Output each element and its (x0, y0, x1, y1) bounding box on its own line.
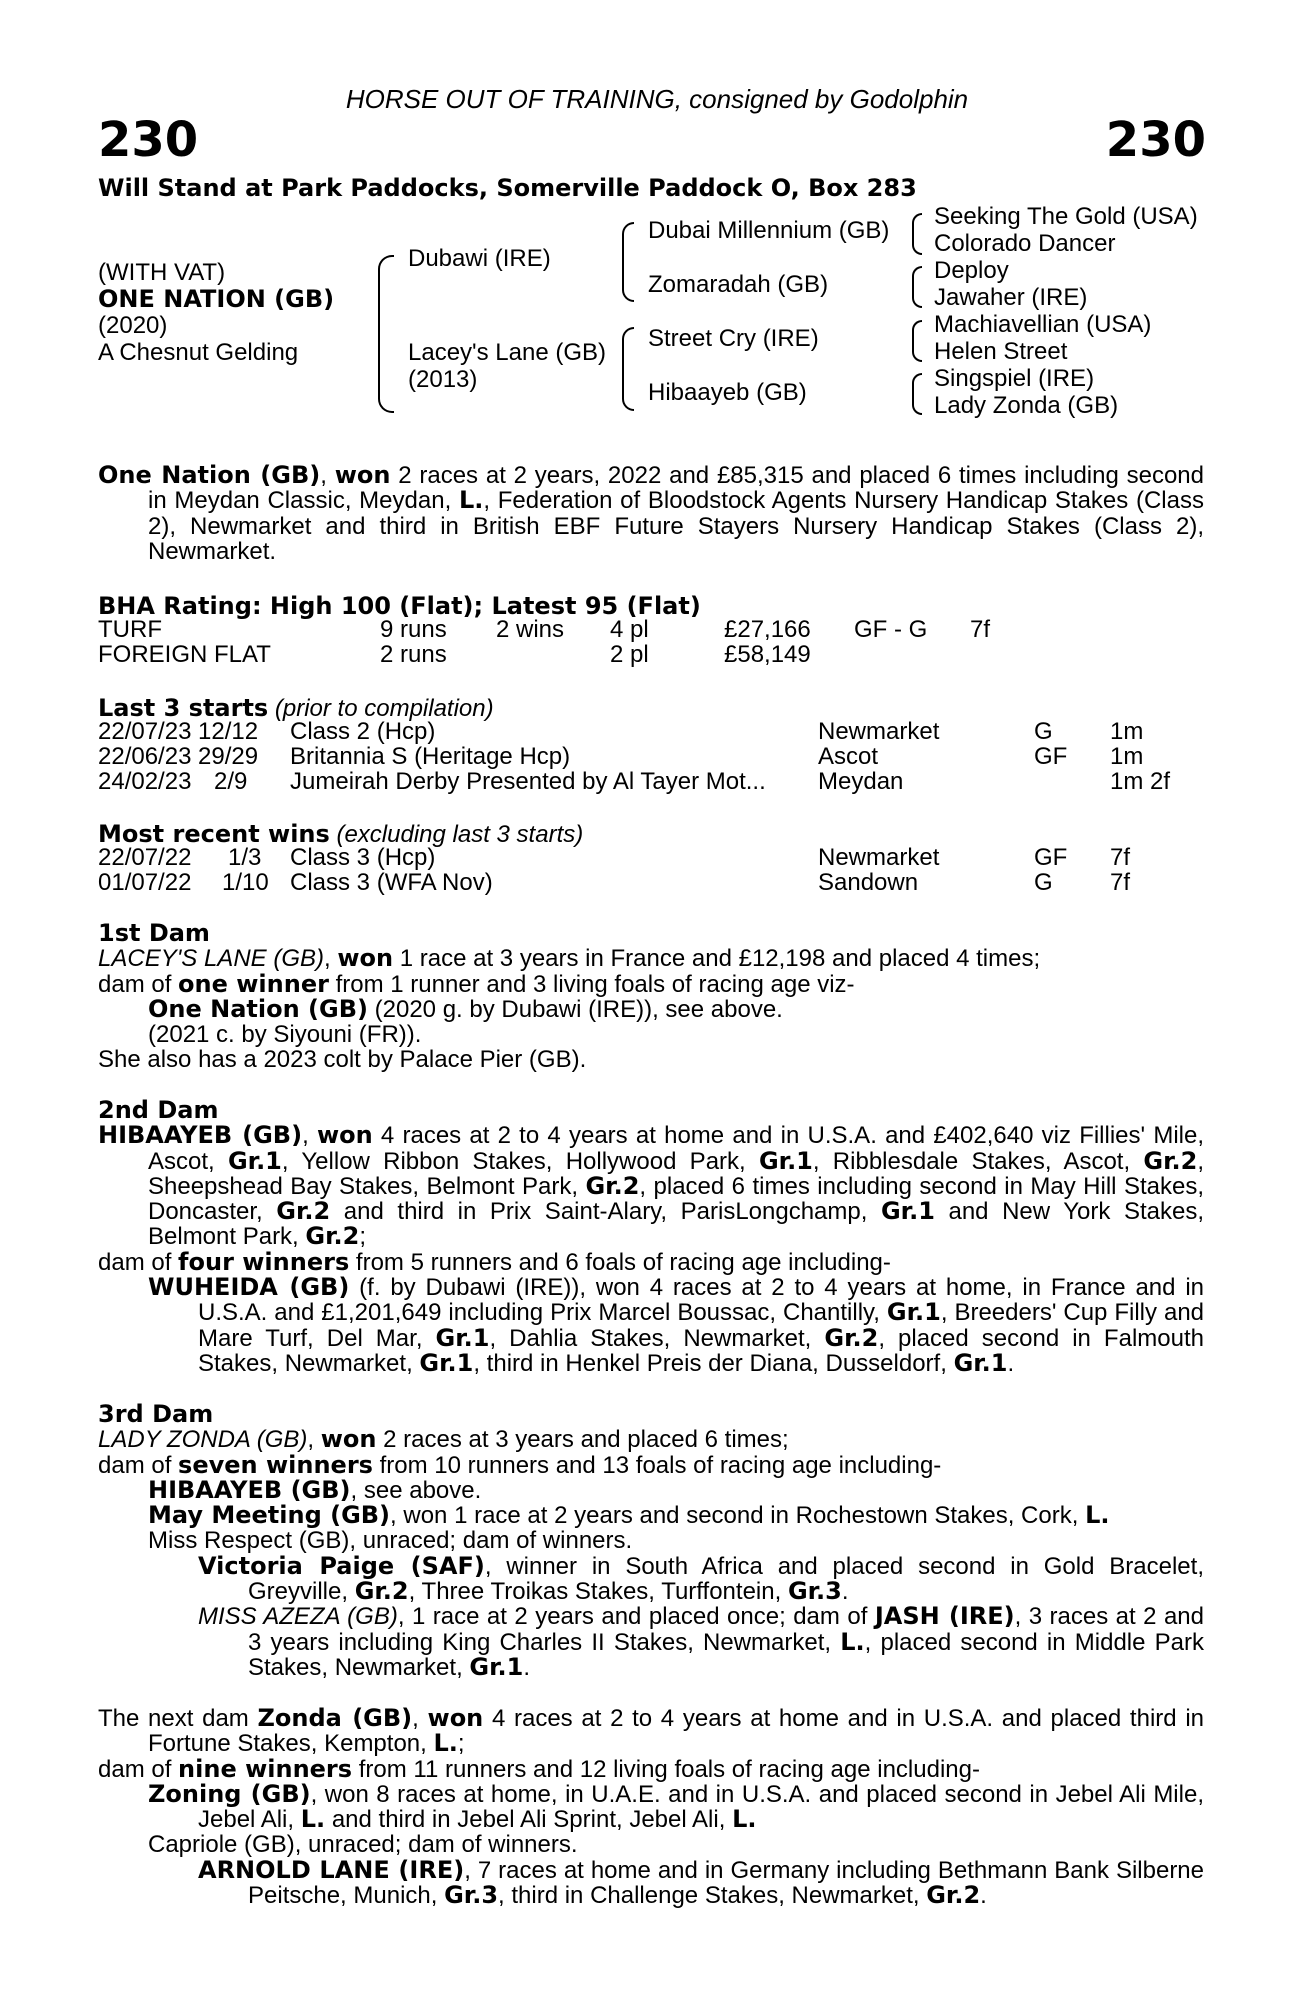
produce-winners: one winner (178, 969, 329, 998)
produce-name: ARNOLD LANE (IRE) (198, 1855, 465, 1884)
grade: Gr.1 (419, 1348, 474, 1377)
recent-wins-title: Most recent wins (98, 820, 330, 848)
race-date: 01/07/22 (98, 869, 192, 896)
race-going: G (1034, 718, 1053, 745)
rating-runs: 9 runs (380, 616, 447, 643)
rating-placed: 4 pl (610, 616, 649, 643)
recent-wins-note: (excluding last 3 starts) (329, 821, 584, 848)
produce-entry: Capriole (GB), unraced; dam of winners. (148, 1831, 578, 1859)
text: , third in Challenge Stakes, Newmarket, (498, 1882, 927, 1910)
summary-text-2: , Federation of Bloodstock Agents Nursery Handicap Stakes (Class 2), Newmarket and third in British EBF Future Stayers Nursery Handicap Stakes (Class 2), Newmarket. (148, 487, 1204, 565)
last-3-title: Last 3 starts (98, 694, 269, 722)
first-dam-section: 1st Dam LACEY'S LANE (GB), won 1 race at 3 years in France and £12,198 and placed 4 times; dam of one winner from 1 runner and 3 living foals of racing age viz- One Nation (GB) (2020 g. by Dubawi (IRE)), see above. (2021 c. by Siyouni (FR)). She also has a 2023 colt by Palace Pier (GB). (98, 921, 1204, 1073)
brace-ds (912, 320, 922, 362)
produce-detail: (2020 g. by Dubawi (IRE)), see above. (367, 995, 783, 1023)
rating-money: £27,166 (724, 616, 811, 643)
rating-money: £58,149 (724, 641, 811, 668)
first-dam-record: 1 race at 3 years in France and £12,198 and placed 4 times; (393, 945, 1041, 973)
lot-number-left: 230 (98, 112, 199, 168)
summary-horse-name: One Nation (GB) (98, 461, 321, 489)
rating-distance: 7f (970, 616, 991, 643)
produce-entry: Miss Respect (GB), unraced; dam of winners. (148, 1527, 633, 1555)
produce-winners: nine winners (178, 1754, 353, 1783)
summary-text: 2 races at 2 years, 2022 and £85,315 and placed 6 times including second in Meydan Classic, Meydan, (148, 462, 1205, 515)
text: , 3 races at 2 and 3 years including King Charles II Stakes, Newmarket, (248, 1603, 1205, 1656)
race-position: 1/10 (222, 869, 269, 896)
text: ; (359, 1223, 367, 1251)
text: dam of (98, 1755, 179, 1783)
race-distance: 1m 2f (1110, 768, 1171, 795)
text: 2 races at 3 years and placed 6 times; (376, 1426, 789, 1454)
produce-2023: She also has a 2023 colt by Palace Pier (GB). (98, 1046, 587, 1074)
first-dam-heading: 1st Dam (98, 919, 210, 947)
produce-winners: seven winners (178, 1450, 373, 1479)
consignor-title: HORSE OUT OF TRAINING, consigned by Godolphin (345, 84, 969, 114)
text: 4 races at 2 to 4 years at home and in U.S.A. and £402,640 viz Fillies' Mile, Ascot, (148, 1122, 1204, 1175)
first-dam-won: won (337, 944, 394, 973)
text: . (841, 1578, 849, 1606)
grade: Gr.2 (926, 1881, 981, 1910)
text: , placed second in Middle Park Stakes, Newmarket, (248, 1628, 1204, 1681)
produce-name: WUHEIDA (GB) (148, 1273, 350, 1302)
race-date: 22/07/23 (98, 718, 192, 745)
sire: Dubawi (IRE) (408, 245, 551, 272)
race-going: G (1034, 869, 1053, 896)
text: , winner in South Africa and placed second in Gold Bracelet, Greyville, (248, 1552, 1204, 1606)
dd-dam: Lady Zonda (GB) (934, 392, 1119, 419)
brace-ss (912, 213, 922, 255)
grade: Gr.2 (305, 1222, 360, 1251)
grade: Gr.1 (435, 1323, 490, 1352)
race-distance: 7f (1110, 844, 1131, 871)
rating-heading: BHA Rating: High 100 (Flat); Latest 95 (Flat) (98, 592, 701, 620)
lot-number-right: 230 (1105, 112, 1206, 168)
brace-parents (378, 255, 394, 413)
produce-2021: (2021 c. by Siyouni (FR)). (148, 1021, 422, 1049)
third-dam-section: 3rd Dam LADY ZONDA (GB), won 2 races at 3 years and placed 6 times; dam of seven winners from 10 runners and 13 foals of racing age including- HIBAAYEB (GB), see above. May Meeting (GB), won 1 race at 2 years and second in Rochestown Stakes, Cork, L. Miss Respect (GB), unraced; dam of winners. Victoria Paige (SAF), winner in South Africa and placed second in Gold Bracelet, Greyville, Gr.2, Three Troikas Stakes, Turffontein, Gr.3. MISS AZEZA (GB), 1 race at 2 years and placed once; dam of JASH (IRE), 3 races at 2 and 3 years including King Charles II Stakes, Newmarket, L., placed second in Middle Park Stakes, Newmarket, Gr.1. (98, 1400, 1205, 1681)
text: . (1007, 1349, 1015, 1377)
text: , Three Troikas Stakes, Turffontein, (408, 1578, 788, 1606)
second-dam-heading: 2nd Dam (98, 1096, 219, 1124)
dam: Lacey's Lane (GB) (408, 339, 607, 366)
produce-suffix: from 1 runner and 3 living foals of racing age viz- (328, 970, 855, 998)
next-dam-won: won (427, 1704, 484, 1732)
grade: Gr.2 (585, 1171, 640, 1200)
produce-name: JASH (IRE) (874, 1602, 1015, 1631)
race-name: Jumeirah Derby Presented by Al Tayer Mot... (290, 768, 766, 795)
text: ; (457, 1730, 465, 1758)
grade: L. (732, 1805, 757, 1834)
horse-description: A Chesnut Gelding (98, 339, 299, 366)
grade: Gr.3 (787, 1577, 842, 1606)
grade: L. (1085, 1501, 1110, 1530)
text: , won 1 race at 2 years and second in Rochestown Stakes, Cork, (390, 1502, 1086, 1530)
grade: L. (300, 1805, 326, 1834)
dam-year: (2013) (408, 366, 478, 393)
rating-type: FOREIGN FLAT (98, 641, 271, 668)
text: (f. by Dubawi (IRE)), won 4 races at 2 to 4 years at home, in France and in U.S.A. and £1,201,649 including Prix Marcel Boussac, Chantilly, (198, 1274, 1205, 1327)
race-position: 1/3 (228, 844, 262, 871)
vat-note: (WITH VAT) (98, 259, 226, 286)
race-course: Newmarket (818, 718, 940, 745)
grade: Gr.1 (880, 1197, 935, 1226)
grade: Gr.2 (276, 1197, 331, 1226)
race-name: Class 2 (Hcp) (290, 718, 436, 745)
grade: Gr.1 (227, 1146, 282, 1175)
sire-sire: Dubai Millennium (GB) (648, 217, 890, 244)
text: , placed 6 times including second in May Hill Stakes, Doncaster, (148, 1172, 1204, 1226)
dd-sire: Singspiel (IRE) (934, 365, 1095, 392)
text: , 7 races at home and in Germany including Bethmann Bank Silberne Peitsche, Munich, (248, 1856, 1205, 1910)
rating-type: TURF (98, 616, 162, 643)
summary-won: won (334, 461, 391, 489)
text: from 10 runners and 13 foals of racing age including- (372, 1451, 942, 1479)
text: from 5 runners and 6 foals of racing age including- (349, 1248, 891, 1276)
sd-dam: Jawaher (IRE) (934, 284, 1088, 311)
second-dam-section: 2nd Dam HIBAAYEB (GB), won 4 races at 2 to 4 years at home and in U.S.A. and £402,640 viz Fillies' Mile, Ascot, Gr.1, Yellow Ribbon Stakes, Hollywood Park, Gr.1, Ribblesdale Stakes, Ascot, Gr.2, Sheepshead Bay Stakes, Belmont Park, Gr.2, placed 6 times including second in May Hill Stakes, Doncaster, Gr.2 and third in Prix Saint-Alary, ParisLongchamp, Gr.1 and New York Stakes, Belmont Park, Gr.2; dam of four winners from 5 runners and 6 foals of racing age including- WUHEIDA (GB) (f. by Dubawi (IRE)), won 4 races at 2 to 4 years at home, in France and in U.S.A. and £1,201,649 including Prix Marcel Boussac, Chantilly, Gr.1, Breeders' Cup Filly and Mare Turf, Del Mar, Gr.1, Dahlia Stakes, Newmarket, Gr.2, placed second in Falmouth Stakes, Newmarket, Gr.1, third in Henkel Preis der Diana, Dusseldorf, Gr.1. (98, 1096, 1205, 1377)
race-summary: One Nation (GB), won 2 races at 2 years, 2022 and £85,315 and placed 6 times including second in Meydan Classic, Meydan, L., Federation of Bloodstock Agents Nursery Handicap Stakes (Class 2), Newmarket and third in British EBF Future Stayers Nursery Handicap Stakes (Class 2), Newmarket. (98, 461, 1205, 565)
race-course: Sandown (818, 869, 919, 896)
text: , Yellow Ribbon Stakes, Hollywood Park, (281, 1147, 759, 1175)
produce-winners: four winners (178, 1247, 350, 1276)
ss-sire: Seeking The Gold (USA) (934, 203, 1198, 230)
text: , won 8 races at home, in U.A.E. and in U.S.A. and placed second in Jebel Ali Mile, Jebel Ali, (198, 1780, 1204, 1834)
text: , placed second in Falmouth Stakes, Newmarket, (198, 1324, 1204, 1377)
rating-going: GF - G (854, 616, 928, 643)
stand-location: Will Stand at Park Paddocks, Somerville Paddock O, Box 283 (98, 174, 917, 202)
race-name: Britannia S (Heritage Hcp) (290, 743, 571, 770)
grade: Gr.2 (824, 1323, 879, 1352)
grade: L. (433, 1729, 458, 1758)
race-going: GF (1034, 743, 1068, 770)
second-dam-name: HIBAAYEB (GB) (98, 1121, 303, 1150)
race-position: 12/12 (198, 718, 259, 745)
rating-placed: 2 pl (610, 641, 649, 668)
text: and third in Jebel Ali Sprint, Jebel Ali, (325, 1806, 733, 1834)
ss-dam: Colorado Dancer (934, 230, 1116, 257)
text: . (523, 1653, 531, 1681)
grade: Gr.1 (758, 1146, 813, 1175)
last-3-note: (prior to compilation) (268, 695, 494, 722)
horse-year: (2020) (98, 312, 168, 339)
text: , Sheepshead Bay Stakes, Belmont Park, (148, 1147, 1204, 1200)
text: dam of (98, 1451, 179, 1479)
race-position: 29/29 (198, 743, 259, 770)
text: . (980, 1882, 987, 1910)
text: , see above. (350, 1476, 482, 1504)
text: , third in Henkel Preis der Diana, Dusseldorf, (473, 1349, 954, 1377)
produce-prefix: dam of (98, 970, 179, 998)
dam-sire: Street Cry (IRE) (648, 325, 819, 352)
produce-name: HIBAAYEB (GB) (148, 1475, 351, 1504)
text: , 1 race at 2 years and placed once; dam of (397, 1603, 875, 1631)
race-name: Class 3 (Hcp) (290, 844, 436, 871)
brace-sd (912, 266, 922, 308)
text: , Ribblesdale Stakes, Ascot, (812, 1147, 1144, 1175)
text: and third in Prix Saint-Alary, ParisLongchamp, (330, 1198, 881, 1226)
text: The next dam (98, 1705, 258, 1732)
third-dam-heading: 3rd Dam (98, 1400, 214, 1428)
first-dam-name: LACEY'S LANE (GB) (98, 945, 324, 973)
race-going: GF (1034, 844, 1068, 871)
race-distance: 1m (1110, 718, 1144, 745)
race-position: 2/9 (214, 768, 248, 795)
race-course: Newmarket (818, 844, 940, 871)
rating-runs: 2 runs (380, 641, 447, 668)
text: dam of (98, 1248, 179, 1276)
race-name: Class 3 (WFA Nov) (290, 869, 493, 896)
text: from 11 runners and 12 living foals of racing age including- (352, 1755, 980, 1783)
produce-name: Zoning (GB) (148, 1779, 311, 1808)
brace-sire (622, 222, 634, 302)
race-date: 22/07/22 (98, 844, 192, 871)
produce-name: One Nation (GB) (148, 994, 368, 1023)
summary-listed: L. (458, 486, 484, 515)
sd-sire: Deploy (934, 257, 1009, 284)
second-dam-won: won (316, 1121, 373, 1150)
brace-dam (622, 327, 634, 411)
race-date: 22/06/23 (98, 743, 192, 770)
ds-sire: Machiavellian (USA) (934, 311, 1152, 338)
grade: Gr.3 (444, 1881, 499, 1910)
text: 4 races at 2 to 4 years at home and in U.S.A. and placed third in Fortune Stakes, Kempton, (148, 1705, 1204, 1758)
grade: Gr.2 (354, 1577, 409, 1606)
text: and New York Stakes, Belmont Park, (148, 1198, 1204, 1251)
rating-wins: 2 wins (496, 616, 565, 643)
race-course: Ascot (818, 743, 879, 770)
grade: L. (840, 1627, 865, 1656)
third-dam-name: LADY ZONDA (GB) (98, 1426, 308, 1454)
text: , Dahlia Stakes, Newmarket, (489, 1324, 825, 1352)
third-dam-won: won (320, 1425, 377, 1454)
produce-name: MISS AZEZA (GB) (198, 1603, 398, 1631)
race-distance: 7f (1110, 869, 1131, 896)
ds-dam: Helen Street (934, 338, 1068, 365)
grade: Gr.1 (886, 1298, 941, 1327)
brace-dd (912, 373, 922, 415)
produce-name: May Meeting (GB) (148, 1501, 391, 1530)
race-distance: 1m (1110, 743, 1144, 770)
horse-name: ONE NATION (GB) (98, 285, 335, 313)
next-dam-name: Zonda (GB) (257, 1704, 413, 1732)
dam-dam: Hibaayeb (GB) (648, 379, 807, 406)
grade: Gr.1 (469, 1652, 524, 1681)
sire-dam: Zomaradah (GB) (648, 271, 829, 298)
produce-name: Victoria Paige (SAF) (198, 1551, 485, 1580)
grade: Gr.1 (953, 1348, 1008, 1377)
race-date: 24/02/23 (98, 768, 192, 795)
grade: Gr.2 (1143, 1146, 1198, 1175)
next-dam-section: The next dam Zonda (GB), won 4 races at 2 to 4 years at home and in U.S.A. and placed third in Fortune Stakes, Kempton, L.; dam of nine winners from 11 runners and 12 living foals of racing age including- Zoning (GB), won 8 races at home, in U.A.E. and in U.S.A. and placed second in Jebel Ali Mile, Jebel Ali, L. and third in Jebel Ali Sprint, Jebel Ali, L. Capriole (GB), unraced; dam of winners. ARNOLD LANE (IRE), 7 races at home and in Germany including Bethmann Bank Silberne Peitsche, Munich, Gr.3, third in Challenge Stakes, Newmarket, Gr.2. (98, 1704, 1205, 1910)
text: , Breeders' Cup Filly and Mare Turf, Del Mar, (198, 1299, 1205, 1352)
race-course: Meydan (818, 768, 904, 795)
